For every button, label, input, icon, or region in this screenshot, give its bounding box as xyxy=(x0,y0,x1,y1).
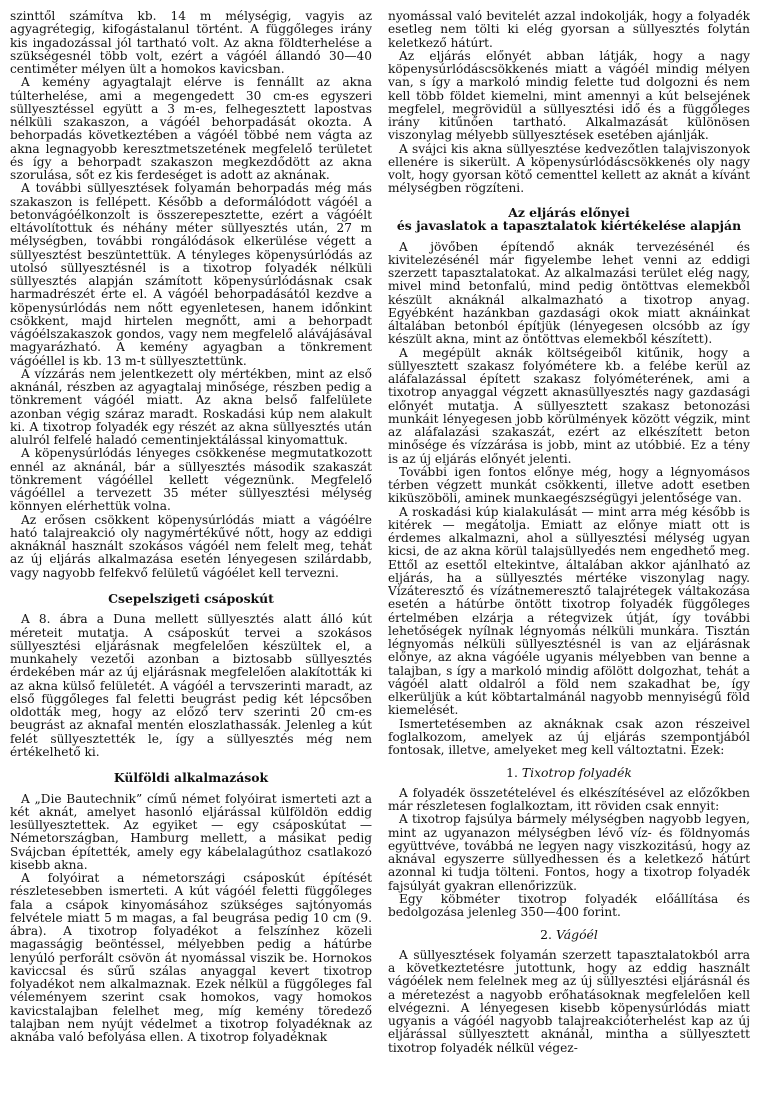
paragraph: A süllyesztések folyamán szerzett tapasztalatokból arra a következtetésre jutottunk, hogy az eddig használt vágóélek nem felelnek meg az új süllyesztési eljárásnál és a méretezést a nagyobb erőhatásoknak megfelelően kell elvégezni. A lényegesen kisebb köpenysúrlódás miatt ugyanis a vágóél nagyobb talajreakcióterhelést kap az új eljárással süllyesztett aknánál, mintha a süllyesztett tixotrop folyadék nélkül végez- xyxy=(388,947,750,1055)
paragraph: A további süllyesztések folyamán behorpadás még más szakaszon is fellépett. Később a deformálódott vágóél a betonvágóélkonzolt is összerepesztette, ezért a vágóélt eltávolítottuk és néhány méter süllyesztés után, 27 m mélységben, további rongálódások elkerülése végett a süllyesztést beszüntettük. A tényleges köpenysúrlódás az utolsó süllyesztésnél is a tixotrop folyadék nélküli süllyesztés alapján számított köpenysúrlódásnak csak harmadrészét érte el. A vágóél behorpadásától kezdve a köpenysúrlódás nem nőtt egyenletesen, hanem időnkint csökkent, majd hirtelen megnőtt, ami a behorpadt vágóélszakaszok gondos, vagy nem megfelelő alávájásával magyarázható. A kemény agyagban a tönkrement vágóéllel is kb. 13 m-t süllyesztettünk. xyxy=(10,181,372,368)
paragraph: Az eljárás előnyét abban látják, hogy a nagy köpenysúrlódáscsökkenés miatt a vágóél mindig mélyen van, s így a markoló mindig felette tud dolgozni és nem kell több földet kiemelni, mint amennyi a kút belsejének megfelel, megrövidül a süllyesztési idő és a függőleges irány kitűnően tartható. Alkalmazását különösen viszonylag mélyebb süllyesztések esetében ajánlják. xyxy=(388,48,750,143)
paragraph: A vízzárás nem jelentkezett oly mértékben, mint az első aknánál, részben az agyagtalaj minősége, részben pedig a tönkrement vágóél miatt. Az akna belső falfelülete azonban végig száraz maradt. Roskadási kúp nem alakult ki. A tixotrop folyadék egy részét az akna süllyesztés után alulról felfelé haladó cementinjektálással kinyomattuk. xyxy=(10,366,372,447)
section-heading-csepelszigeti: Csepelszigeti csáposkút xyxy=(108,590,274,606)
paragraph: A 8. ábra a Duna mellett süllyesztés alatt álló kút méreteit mutatja. A csáposkút tervei a szokásos süllyesztési eljárásnak megfelelően készültek el, a munkahely vezetői azonban a biztosabb süllyesztés érdekében már az új eljárásnak megfelelően alakították ki az akna külső felületét. A vágóél a tervszerinti maradt, az első függőleges fal feletti beugrást pedig két lépcsőben oldották meg, hogy az előző terv szerinti 20 cm-es beugrást az aknafal mentén eloszlathassák. Jelenleg a kút felét süllyesztették le, így a süllyesztés még nem értékelhető ki. xyxy=(10,612,372,759)
paragraph: Az erősen csökkent köpenysúrlódás miatt a vágóélre ható talajreakció oly nagymértékűvé nőtt, hogy az eddigi aknáknál használt szokásos vágóél nem felelt meg, tehát az új eljárás alkalmazása esetén lényegesen szilárdabb, vagy nagyobb felfekvő felületű vágóélet kell tervezni. xyxy=(10,512,372,580)
paragraph: A svájci kis akna süllyesztése kedvezőtlen talajviszonyok ellenére is sikerült. A köpenysúrlódáscsökkenés oly nagy volt, hogy gyorsan kötő cementtel kellett az aknát a kívánt mélységben rögzíteni. xyxy=(388,141,750,196)
paragraph: További igen fontos előnye még, hogy a légnyomásos térben végzett munkát csökkenti, illetve adott esetben kiküszöböli, aminek munkaegészségügyi jelentősége van. xyxy=(388,464,750,506)
paragraph: Ismertetésemben az aknáknak csak azon részeivel foglalkozom, amelyek az új eljárás szempontjából fontosak, illetve, amelyeket meg kell változtatni. Ezek: xyxy=(388,716,750,757)
section-heading-elonyei xyxy=(388,206,750,233)
subsection-heading-vagoel xyxy=(388,928,750,942)
paragraph: A folyadék összetételével és elkészítésével az előzőkben már részletesen foglalkoztam, itt röviden csak ennyit: xyxy=(388,785,750,813)
paragraph: szinttől számítva kb. 14 m mélységig, vagyis az agyagrétegig, kifogástalanul történt. A függőleges irány kis ingadozással jól tartható volt. Az akna földterhelése a szükségesnél több volt, ezért a vágóél állandó 30—40 centiméter mélyen ült a homokos kavicsban. xyxy=(10,10,372,76)
subsection-number: 1. xyxy=(506,765,518,781)
subsection-number: 2. xyxy=(540,927,552,943)
paragraph: A folyóirat a németországi csáposkút építését részletesebben ismerteti. A kút vágóél feletti függőleges fala a csápok kinyomásához szükséges sajtónyomás felvétele miatt 5 m magas, a fal beugrása pedig 10 cm (9. ábra). A tixotrop folyadékot a felszínhez közeli magasságig beöntéssel, mélyebben pedig a hátúrbe lenyúló perforált csövön át nyomással viszik be. Hornokos kaviccsal és sűrű szálas anyaggal kevert tixotrop folyadékot nem alkalmaznak. Ezek nélkül a függőleges fal véleményem szerint csak homokos, vagy homokos kavicstalajban felelhet meg, míg kemény töredező talajban nem nyújt védelmet a tixotrop folyadéknak az aknába való befolyása ellen. A tixotrop folyadéknak xyxy=(10,871,372,1044)
left-column xyxy=(10,10,372,1105)
paragraph: A „Die Bautechnik” című német folyóirat ismerteti azt a két aknát, amelyet hasonló eljárással külföldön eddig lesüllyesztettek. Az egyiket — egy csáposkútat — Németországban, Hamburg mellett, a másikat pedig Svájcban építették, amely egy kábelalagúthoz csatlakozó kisebb akna. xyxy=(10,791,372,872)
subsection-title: Vágóél xyxy=(555,927,598,943)
paragraph: Egy köbméter tixotrop folyadék előállítása és bedolgozása jelenleg 350—400 forint. xyxy=(388,891,750,919)
paragraph: A megépült aknák költségeiből kitűnik, hogy a süllyesztett szakasz folyóméterе kb. a felébe kerül az aláfalazással épített szakasz folyóméterének, ami a tixotrop anyaggal végzett aknasüllyesztés nagy gazdasági előnyét mutatja. A süllyesztett szakasz betonozási munkáit lényegesen jobb körülmények között végzik, mint az aláfalazási szakaszát, ezért az elkészített beton minősége és vízzárása is jobb, mint az utóbbié. Ez a tény is az új eljárás előnyét jelenti. xyxy=(388,345,750,466)
subsection-title: Tixotrop folyadék xyxy=(521,765,632,781)
paragraph: A kemény agyagtalajt elérve is fennállt az akna túlterhelése, ami a megengedett 30 cm-es egyszeri süllyesztéssel együtt a 3 m-es, felhegesztett lapostvas nélküli szakaszon, a vágóél behorpadását okozta. A behorpadás következtében a vágóél többé nem vágta az akna legnagyobb keresztmetszetének megfelelő területet és így a behorpadt szakaszon megkezdődött az akna szorulása, sőt ez kis ferdeséget is adott az aknának. xyxy=(10,75,372,182)
paragraph: A köpenysúrlódás lényeges csökkenése megmutatkozott ennél az aknánál, bár a süllyesztés második szakaszát tönkrement vágóéllel kellett végeznünk. Megfelelő vágóéllel a tervezett 35 méter süllyesztési mélység könnyen elérhettük volna. xyxy=(10,446,372,514)
paragraph: A tixotrop fajsúlya bármely mélységben nagyobb legyen, mint az ugyanazon mélységben lévő víz- és földnyomás együttvéve, továbbá ne legyen nagy viszkozitású, hogy az aknával egyszerre süllyedhessen és a keletkező hátúrt azonnal ki tudja tölteni. Fontos, hogy a tixotrop folyadék fajsúlyát gyakran ellenőrizzük. xyxy=(388,812,750,893)
section-heading-line-1: Az eljárás előnyei xyxy=(508,204,630,220)
right-column xyxy=(388,10,750,1105)
paragraph: A jövőben építendő aknák tervezésénél és kivitelezésénél már figyelembe lehet venni az eddigi szerzett tapasztalatokat. Az alkalmazási terület elég nagy, mivel mind betonfalú, mind pedig öntöttvas elemekből készült aknáknál alkalmazható a tixotrop anyag. Egyébként hazánkban gazdasági okok miatt aknáinkat általában betonból építjük (lényegesen olcsóbb az így készült akna, mint az öntöttvas elemekből készített). xyxy=(388,239,750,347)
section-heading-kulfoldi: Külföldi alkalmazások xyxy=(113,770,269,785)
paragraph: A roskadási kúp kialakulását — mint arra még később is kitérek — megátolja. Emiatt az előnye miatt ott is érdemes alkalmazni, ahol a süllyesztési mélység ugyan kicsi, de az akna körül talajsüllyedés nem engedhető meg. Ettől az esettől eltekintve, általában akkor ajánlható az eljárás, ha a süllyesztés mértéke viszonylag nagy. Vízáteresztő és vízátnemeresztő talajrétegek váltakozása esetén a hátúrbe öntött tixotrop folyadék függőleges értelmében elzárja a rétegvizek útját, így további lehetőségek nyílnak légnyomás nélküli munkára. Tisztán légnyomás nélküli süllyesztésnél is van az eljárásnak előnye, az akna vágóéle ugyanis mélyebben van benne a talajban, s így a markoló mindig afölött dolgozhat, tehát a vágóél alatt oldalról a föld nem szakadhat be, így elkerüljük a kút köbtartalmánál nagyobb mennyiségű föld kiemelését. xyxy=(388,504,750,718)
subsection-heading-tixotrop xyxy=(388,766,750,780)
section-heading-line-2: és javaslatok a tapasztalatok kiértékelése alapján xyxy=(396,218,742,233)
paragraph: nyomással való bevitelét azzal indokolják, hogy a folyadék esetleg nem tölti ki elég gyorsan a süllyesztés folytán keletkező hátúrt. xyxy=(388,10,750,50)
